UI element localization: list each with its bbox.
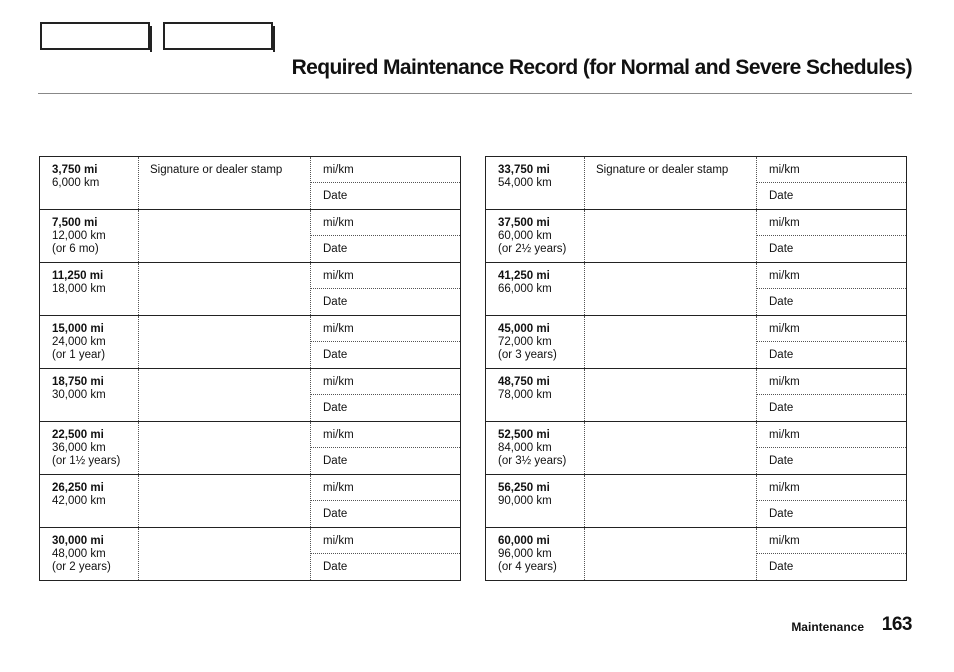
record-row xyxy=(486,263,907,316)
record-row xyxy=(40,316,461,369)
mikm-label: mi/km xyxy=(323,535,354,547)
time-interval: (or 1 year) xyxy=(52,349,106,361)
entry-cell xyxy=(311,475,461,528)
interval-cell xyxy=(40,263,139,316)
mileage-entry-field[interactable] xyxy=(311,422,460,448)
date-label: Date xyxy=(323,190,348,202)
entry-cell xyxy=(311,157,461,210)
mileage-km: 66,000 km xyxy=(498,283,552,295)
date-entry-field[interactable] xyxy=(311,183,460,209)
mileage-km: 30,000 km xyxy=(52,389,106,401)
signature-cell[interactable] xyxy=(139,475,311,528)
mileage-entry-field[interactable] xyxy=(757,528,906,554)
mileage-miles: 45,000 mi xyxy=(498,323,550,335)
interval-cell xyxy=(486,263,585,316)
signature-label: Signature or dealer stamp xyxy=(150,164,283,176)
mileage-miles: 30,000 mi xyxy=(52,535,104,547)
signature-cell[interactable] xyxy=(585,475,757,528)
interval-cell xyxy=(486,528,585,581)
section-tab-blank-1 xyxy=(40,22,150,50)
mileage-miles: 26,250 mi xyxy=(52,482,104,494)
mileage-km: 72,000 km xyxy=(498,336,552,348)
mileage-entry-field[interactable] xyxy=(311,263,460,289)
mileage-miles: 7,500 mi xyxy=(52,217,98,229)
mileage-miles: 3,750 mi xyxy=(52,164,98,176)
entry-cell xyxy=(311,369,461,422)
interval-cell xyxy=(486,157,585,210)
mikm-label: mi/km xyxy=(323,429,354,441)
record-row xyxy=(486,157,907,210)
mileage-km: 78,000 km xyxy=(498,389,552,401)
signature-cell[interactable] xyxy=(139,422,311,475)
date-label: Date xyxy=(769,296,794,308)
mileage-km: 48,000 km xyxy=(52,548,106,560)
mikm-label: mi/km xyxy=(769,217,800,229)
date-entry-field[interactable] xyxy=(757,554,906,580)
signature-cell[interactable] xyxy=(585,369,757,422)
record-row xyxy=(40,157,461,210)
mileage-miles: 15,000 mi xyxy=(52,323,104,335)
mileage-miles: 56,250 mi xyxy=(498,482,550,494)
interval-cell xyxy=(40,422,139,475)
mileage-km: 6,000 km xyxy=(52,177,100,189)
date-entry-field[interactable] xyxy=(311,289,460,315)
signature-cell[interactable] xyxy=(139,369,311,422)
mileage-entry-field[interactable] xyxy=(311,157,460,183)
mileage-entry-field[interactable] xyxy=(757,263,906,289)
date-label: Date xyxy=(323,243,348,255)
mileage-entry-field[interactable] xyxy=(757,210,906,236)
mileage-km: 18,000 km xyxy=(52,283,106,295)
interval-cell xyxy=(40,528,139,581)
interval-cell xyxy=(40,369,139,422)
record-row xyxy=(40,263,461,316)
record-row xyxy=(40,369,461,422)
record-row xyxy=(486,316,907,369)
mileage-entry-field[interactable] xyxy=(311,316,460,342)
record-row xyxy=(486,528,907,581)
date-label: Date xyxy=(323,349,348,361)
mileage-entry-field[interactable] xyxy=(757,316,906,342)
entry-cell xyxy=(311,316,461,369)
interval-cell xyxy=(486,475,585,528)
interval-cell xyxy=(486,422,585,475)
mileage-miles: 52,500 mi xyxy=(498,429,550,441)
mileage-miles: 33,750 mi xyxy=(498,164,550,176)
title-divider xyxy=(38,93,912,94)
mikm-label: mi/km xyxy=(323,323,354,335)
record-row xyxy=(486,475,907,528)
section-tab-blank-2 xyxy=(163,22,273,50)
date-label: Date xyxy=(769,561,794,573)
mikm-label: mi/km xyxy=(323,270,354,282)
maintenance-record-table-left xyxy=(39,156,461,581)
mileage-km: 60,000 km xyxy=(498,230,552,242)
mileage-km: 36,000 km xyxy=(52,442,106,454)
interval-cell xyxy=(486,369,585,422)
signature-label: Signature or dealer stamp xyxy=(596,164,729,176)
mileage-miles: 22,500 mi xyxy=(52,429,104,441)
entry-cell xyxy=(757,263,907,316)
mileage-miles: 11,250 mi xyxy=(52,270,104,282)
mileage-km: 54,000 km xyxy=(498,177,552,189)
signature-cell[interactable] xyxy=(139,316,311,369)
time-interval: (or 2½ years) xyxy=(498,243,567,255)
date-entry-field[interactable] xyxy=(757,448,906,474)
date-label: Date xyxy=(323,296,348,308)
signature-cell[interactable] xyxy=(139,157,311,210)
date-entry-field[interactable] xyxy=(311,554,460,580)
mikm-label: mi/km xyxy=(769,270,800,282)
mileage-entry-field[interactable] xyxy=(311,475,460,501)
mileage-entry-field[interactable] xyxy=(311,210,460,236)
date-label: Date xyxy=(769,349,794,361)
signature-cell[interactable] xyxy=(585,263,757,316)
entry-cell xyxy=(757,528,907,581)
entry-cell xyxy=(757,475,907,528)
interval-cell xyxy=(40,316,139,369)
mikm-label: mi/km xyxy=(769,535,800,547)
date-entry-field[interactable] xyxy=(757,236,906,262)
date-label: Date xyxy=(769,190,794,202)
date-label: Date xyxy=(769,508,794,520)
interval-cell xyxy=(40,157,139,210)
entry-cell xyxy=(311,422,461,475)
record-row xyxy=(40,528,461,581)
date-entry-field[interactable] xyxy=(311,448,460,474)
footer-section-label: Maintenance xyxy=(791,620,864,634)
entry-cell xyxy=(757,369,907,422)
date-label: Date xyxy=(323,455,348,467)
record-row xyxy=(486,422,907,475)
date-label: Date xyxy=(769,402,794,414)
mikm-label: mi/km xyxy=(769,376,800,388)
mileage-entry-field[interactable] xyxy=(311,369,460,395)
entry-cell xyxy=(757,210,907,263)
date-label: Date xyxy=(769,243,794,255)
time-interval: (or 2 years) xyxy=(52,561,111,573)
mileage-miles: 37,500 mi xyxy=(498,217,550,229)
entry-cell xyxy=(311,263,461,316)
date-entry-field[interactable] xyxy=(757,342,906,368)
time-interval: (or 3½ years) xyxy=(498,455,567,467)
mileage-miles: 41,250 mi xyxy=(498,270,550,282)
maintenance-record-table-right xyxy=(485,156,907,581)
mileage-entry-field[interactable] xyxy=(757,475,906,501)
signature-cell[interactable] xyxy=(585,316,757,369)
mileage-miles: 48,750 mi xyxy=(498,376,550,388)
page-number: 163 xyxy=(881,614,912,635)
entry-cell xyxy=(757,157,907,210)
entry-cell xyxy=(757,422,907,475)
date-entry-field[interactable] xyxy=(311,236,460,262)
mikm-label: mi/km xyxy=(769,323,800,335)
date-entry-field[interactable] xyxy=(757,183,906,209)
mileage-entry-field[interactable] xyxy=(311,528,460,554)
mileage-km: 42,000 km xyxy=(52,495,106,507)
date-entry-field[interactable] xyxy=(311,501,460,527)
mileage-km: 12,000 km xyxy=(52,230,106,242)
record-row xyxy=(40,210,461,263)
entry-cell xyxy=(311,528,461,581)
date-label: Date xyxy=(323,508,348,520)
mileage-entry-field[interactable] xyxy=(757,157,906,183)
mikm-label: mi/km xyxy=(769,482,800,494)
page-title: Required Maintenance Record (for Normal and Severe Schedules) xyxy=(291,56,912,79)
interval-cell xyxy=(40,475,139,528)
interval-cell xyxy=(486,316,585,369)
date-entry-field[interactable] xyxy=(757,289,906,315)
mikm-label: mi/km xyxy=(323,217,354,229)
date-label: Date xyxy=(769,455,794,467)
signature-cell[interactable] xyxy=(139,263,311,316)
mileage-miles: 18,750 mi xyxy=(52,376,104,388)
signature-cell[interactable] xyxy=(585,528,757,581)
mileage-km: 96,000 km xyxy=(498,548,552,560)
signature-cell[interactable] xyxy=(585,422,757,475)
signature-cell[interactable] xyxy=(585,210,757,263)
mileage-entry-field[interactable] xyxy=(757,369,906,395)
time-interval: (or 3 years) xyxy=(498,349,557,361)
mikm-label: mi/km xyxy=(769,429,800,441)
mileage-km: 90,000 km xyxy=(498,495,552,507)
mikm-label: mi/km xyxy=(323,482,354,494)
record-row xyxy=(486,369,907,422)
mikm-label: mi/km xyxy=(323,376,354,388)
record-row xyxy=(486,210,907,263)
entry-cell xyxy=(311,210,461,263)
signature-cell[interactable] xyxy=(139,210,311,263)
mileage-km: 24,000 km xyxy=(52,336,106,348)
mileage-miles: 60,000 mi xyxy=(498,535,550,547)
interval-cell xyxy=(486,210,585,263)
interval-cell xyxy=(40,210,139,263)
signature-cell[interactable] xyxy=(139,528,311,581)
mikm-label: mi/km xyxy=(323,164,354,176)
time-interval: (or 4 years) xyxy=(498,561,557,573)
date-label: Date xyxy=(323,402,348,414)
time-interval: (or 1½ years) xyxy=(52,455,121,467)
date-label: Date xyxy=(323,561,348,573)
record-row xyxy=(40,475,461,528)
date-entry-field[interactable] xyxy=(311,342,460,368)
time-interval: (or 6 mo) xyxy=(52,243,99,255)
record-row xyxy=(40,422,461,475)
signature-cell[interactable] xyxy=(585,157,757,210)
date-entry-field[interactable] xyxy=(757,501,906,527)
mikm-label: mi/km xyxy=(769,164,800,176)
date-entry-field[interactable] xyxy=(757,395,906,421)
mileage-km: 84,000 km xyxy=(498,442,552,454)
date-entry-field[interactable] xyxy=(311,395,460,421)
mileage-entry-field[interactable] xyxy=(757,422,906,448)
entry-cell xyxy=(757,316,907,369)
